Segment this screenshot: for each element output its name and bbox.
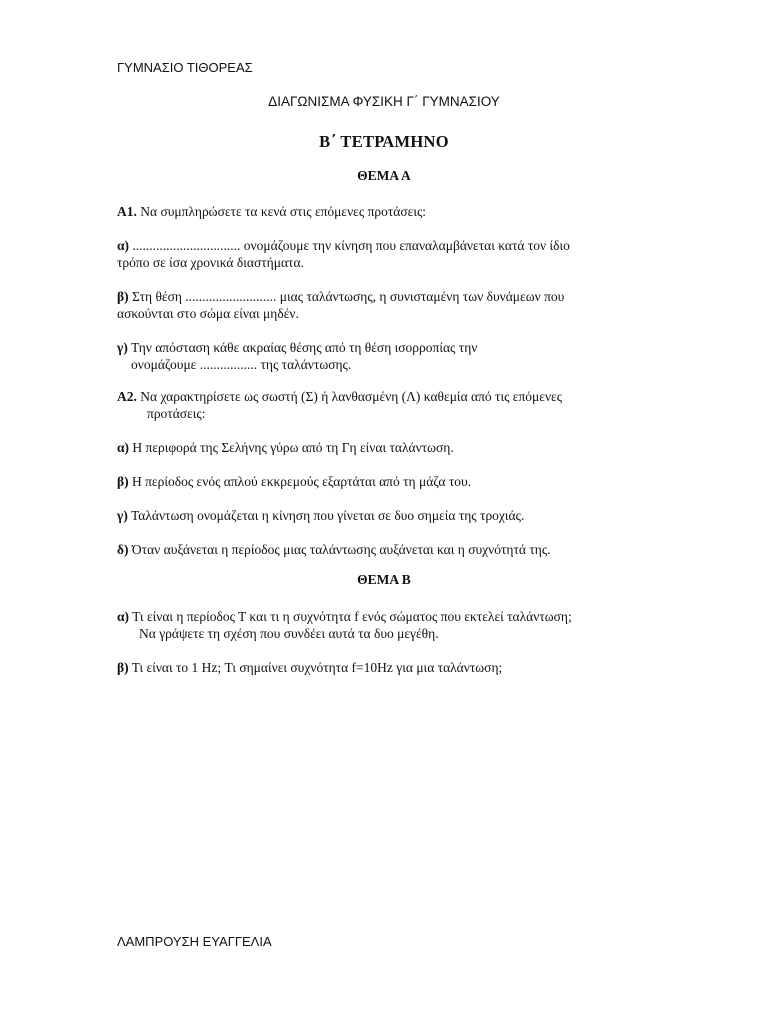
item-label: α) [117,440,130,455]
question-a2-item-c [117,507,657,524]
question-a2-item-b [117,473,657,490]
question-a2 [117,388,657,422]
item-label: α) [117,238,130,253]
item-text-line1: Την απόσταση κάθε ακραίας θέσης από τη θέση ισορροπίας την [127,340,478,355]
item-text-line2: τρόπο σε ίσα χρονικά διαστήματα. [117,255,304,270]
item-text-line2: Να γράψετε τη σχέση που συνδέει αυτά τα δυο μεγέθη. [139,626,439,641]
author-name: ΛΑΜΠΡΟΥΣΗ ΕΥΑΓΓΕΛΙΑ [117,934,272,949]
question-a2-item-d [117,541,657,558]
item-text-line1: Τι είναι το 1 Hz; Τι σημαίνει συχνότητα f=10Hz για μια ταλάντωση; [128,660,503,675]
item-label: β) [117,474,129,489]
question-a1-text: Να συμπληρώσετε τα κενά στις επόμενες προτάσεις: [136,204,427,219]
item-text-line1: Τι είναι η περίοδος Τ και τι η συχνότητα f ενός σώματος που εκτελεί ταλάντωση; [129,609,572,624]
question-a1 [117,203,657,220]
exam-subtitle: Β΄ ΤΕΤΡΑΜΗΝΟ [319,132,449,151]
question-a1-item-b [117,288,657,322]
item-label: β) [117,660,129,675]
item-text-line2: ονομάζουμε ................. της ταλάντωσης. [131,357,352,372]
item-label: γ) [117,508,128,523]
item-text-line1: Στη θέση ........................... μιας ταλάντωσης, η συνισταμένη των δυνάμεων που [128,289,565,304]
question-a2-text-line2: προτάσεις: [147,406,206,421]
item-label: α) [117,609,130,624]
item-text: Ταλάντωση ονομάζεται η κίνηση που γίνεται σε δυο σημεία της τροχιάς. [127,508,525,523]
question-a2-label: Α2. [117,389,137,404]
school-name: ΓΥΜΝΑΣΙΟ ΤΙΘΟΡΕΑΣ [117,60,253,75]
item-text: Όταν αυξάνεται η περίοδος μιας ταλάντωσης αυξάνεται και η συχνότητά της. [128,542,551,557]
item-text: Η περίοδος ενός απλού εκκρεμούς εξαρτάται από τη μάζα του. [128,474,472,489]
question-a1-label: Α1. [117,204,137,219]
item-label: γ) [117,340,128,355]
item-text-line1: ................................ ονομάζουμε την κίνηση που επαναλαμβάνεται κατά τον ίδιο [129,238,570,253]
item-text-line2: ασκούνται στο σώμα είναι μηδέν. [117,306,299,321]
exam-title: ΔΙΑΓΩΝΙΣΜΑ ΦΥΣΙΚΗ Γ΄ ΓΥΜΝΑΣΙΟΥ [268,94,500,109]
theme-b-heading: ΘΕΜΑ Β [357,572,411,587]
question-b-item-b [117,659,657,676]
question-a2-item-a [117,439,657,456]
question-a1-item-c [117,339,657,373]
question-a2-text-line1: Να χαρακτηρίσετε ως σωστή (Σ) ή λανθασμένη (Λ) καθεμία από τις επόμενες [136,389,563,404]
question-a1-item-a [117,237,657,271]
item-label: β) [117,289,129,304]
item-text: Η περιφορά της Σελήνης γύρω από τη Γη είναι ταλάντωση. [129,440,454,455]
theme-a-heading: ΘΕΜΑ Α [357,168,411,183]
question-b-item-a [117,608,657,642]
item-label: δ) [117,542,129,557]
